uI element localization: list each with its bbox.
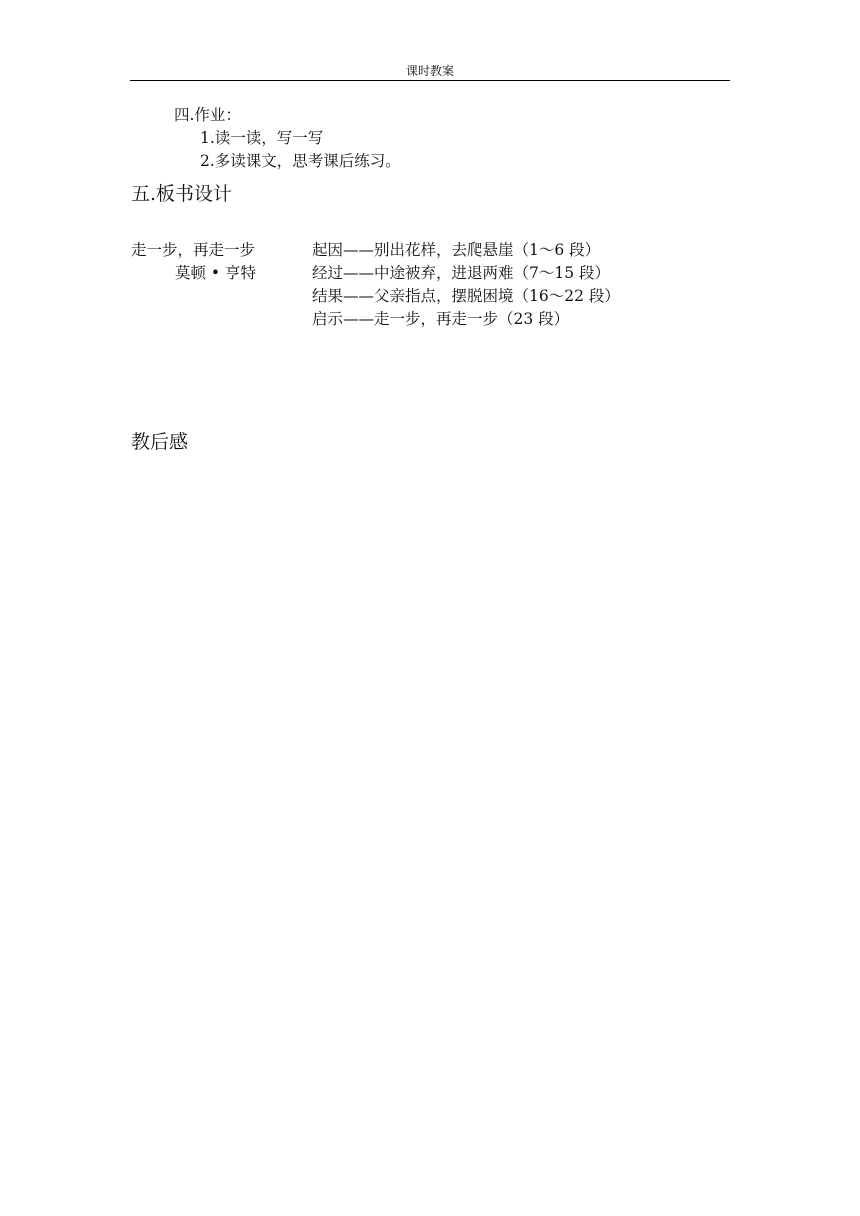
board-row-process: 经过——中途被弃，进退两难（7～15 段） [312, 264, 611, 282]
board-row-insight: 启示——走一步，再走一步（23 段） [312, 310, 570, 328]
homework-heading: 四.作业： [174, 106, 241, 124]
reflection-heading: 教后感 [131, 431, 189, 453]
homework-item-2: 2.多读课文，思考课后练习。 [200, 152, 401, 170]
page-header-title: 课时教案 [405, 64, 454, 78]
board-author: 莫顿 • 亨特 [175, 264, 256, 282]
homework-item-1: 1.读一读，写一写 [200, 129, 324, 147]
board-title: 走一步，再走一步 [131, 241, 256, 259]
header-divider [130, 80, 730, 81]
board-row-cause: 起因——别出花样，去爬悬崖（1～6 段） [312, 241, 601, 259]
board-row-result: 结果——父亲指点，摆脱困境（16～22 段） [312, 287, 620, 305]
board-design-heading: 五.板书设计 [131, 183, 233, 205]
